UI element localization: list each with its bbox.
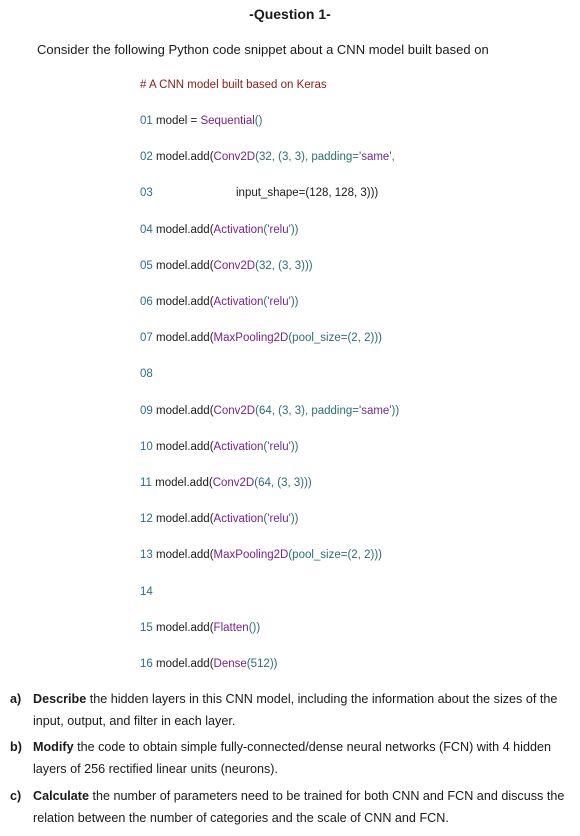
code-function: Activation (213, 296, 264, 308)
code-function: Conv2D (213, 259, 256, 272)
code-args: (64, (3, 3), padding= (255, 404, 359, 417)
code-args: ( (263, 513, 268, 526)
question-a-verb: Describe (33, 692, 87, 706)
code-args: )) (290, 223, 299, 236)
question-a-text: the hidden layers in this CNN model, including the information about the sizes of the input, output, and filter in each layer. (33, 692, 558, 728)
code-line-01 (140, 115, 262, 127)
line-number: 10 (140, 440, 156, 453)
code-args: (512)) (246, 658, 278, 670)
code-string: 'relu' (267, 296, 291, 308)
code-args: )) (290, 513, 299, 526)
code-text: model.add( (156, 223, 214, 236)
code-function: Activation (213, 440, 264, 453)
intro-text: Consider the following Python code snippet about a CNN model built based on (37, 42, 489, 57)
code-comment: # A CNN model built based on Keras (140, 79, 327, 91)
code-function: Conv2D (213, 151, 256, 164)
code-line-06 (140, 296, 299, 308)
code-text: model.add( (156, 621, 214, 634)
code-args: (pool_size=(2, 2))) (288, 332, 382, 345)
line-number: 08 (140, 368, 156, 381)
question-c-label: c) (10, 789, 22, 803)
code-string: 'same' (359, 404, 392, 417)
line-number: 13 (140, 549, 156, 562)
code-text: model.add( (156, 440, 214, 453)
question-a-label: a) (10, 692, 22, 706)
code-text: model.add( (156, 296, 214, 308)
code-string: 'same' (359, 151, 392, 164)
code-line-02 (140, 151, 395, 163)
code-args: (32, (3, 3))) (255, 259, 313, 272)
code-line-16 (140, 658, 277, 670)
code-args: ( (263, 223, 268, 236)
question-c-text: the number of parameters need to be trained for both CNN and FCN and discuss the relation between the number of categories and the scale of CNN and FCN. (33, 789, 565, 825)
code-line-11 (140, 477, 312, 489)
question-title: -Question 1- (249, 6, 331, 22)
code-function: Conv2D (213, 404, 256, 417)
line-number: 14 (140, 585, 156, 598)
code-line-04 (140, 224, 299, 236)
code-line-08 (140, 368, 156, 380)
line-number: 01 (140, 115, 156, 127)
line-number: 04 (140, 223, 156, 236)
code-args: (pool_size=(2, 2))) (288, 549, 382, 562)
code-line-09 (140, 405, 399, 417)
code-text: model.add( (156, 658, 214, 670)
line-number: 02 (140, 151, 156, 164)
line-number: 06 (140, 296, 156, 308)
code-function: Activation (213, 223, 264, 236)
code-function: Dense (213, 658, 247, 670)
code-line-07 (140, 332, 382, 344)
code-line-13 (140, 549, 382, 561)
line-number: 07 (140, 332, 156, 345)
line-number: 03 (140, 187, 156, 200)
code-text: input_shape=(128, 128, 3))) (236, 187, 379, 200)
code-function: Sequential (200, 115, 255, 127)
code-args: (32, (3, 3), padding= (255, 151, 359, 164)
code-args: )) (290, 296, 299, 308)
code-string: 'relu' (267, 440, 291, 453)
question-c-verb: Calculate (33, 789, 89, 803)
code-args: )) (290, 440, 299, 453)
code-line-14 (140, 586, 156, 598)
code-args: ( (263, 440, 268, 453)
code-function: MaxPooling2D (213, 549, 289, 562)
code-text: model = (156, 115, 201, 127)
question-b-verb: Modify (33, 740, 74, 754)
code-text: model.add( (156, 549, 214, 562)
code-args: ()) (248, 621, 261, 634)
code-line-10 (140, 441, 299, 453)
code-text: model.add( (156, 513, 214, 526)
question-b-label: b) (10, 740, 22, 754)
code-function: Activation (213, 513, 264, 526)
code-text: model.add( (156, 332, 214, 345)
code-function: MaxPooling2D (213, 332, 289, 345)
line-number: 12 (140, 513, 156, 526)
code-text: model.add( (156, 259, 214, 272)
code-args: ( (263, 296, 268, 308)
code-args: , (391, 151, 395, 164)
code-string: 'relu' (267, 513, 291, 526)
code-args: )) (391, 404, 400, 417)
code-line-05 (140, 260, 313, 272)
code-line-03 (140, 187, 378, 199)
line-number: 15 (140, 621, 156, 634)
code-text: model.add( (155, 477, 213, 489)
code-string: 'relu' (267, 223, 291, 236)
question-b-text: the code to obtain simple fully-connected/dense neural networks (FCN) with 4 hidden layers of 256 rectified linear units (neurons). (33, 740, 551, 776)
code-line-15 (140, 622, 260, 634)
line-number: 11 (140, 477, 156, 489)
code-function: Flatten (213, 621, 249, 634)
code-text: model.add( (156, 404, 214, 417)
code-args: (64, (3, 3))) (254, 477, 312, 489)
line-number: 05 (140, 259, 156, 272)
code-text: model.add( (156, 151, 214, 164)
code-args: () (254, 115, 263, 127)
line-number: 16 (140, 658, 156, 670)
code-function: Conv2D (212, 477, 255, 489)
line-number: 09 (140, 404, 156, 417)
code-line-12 (140, 513, 299, 525)
